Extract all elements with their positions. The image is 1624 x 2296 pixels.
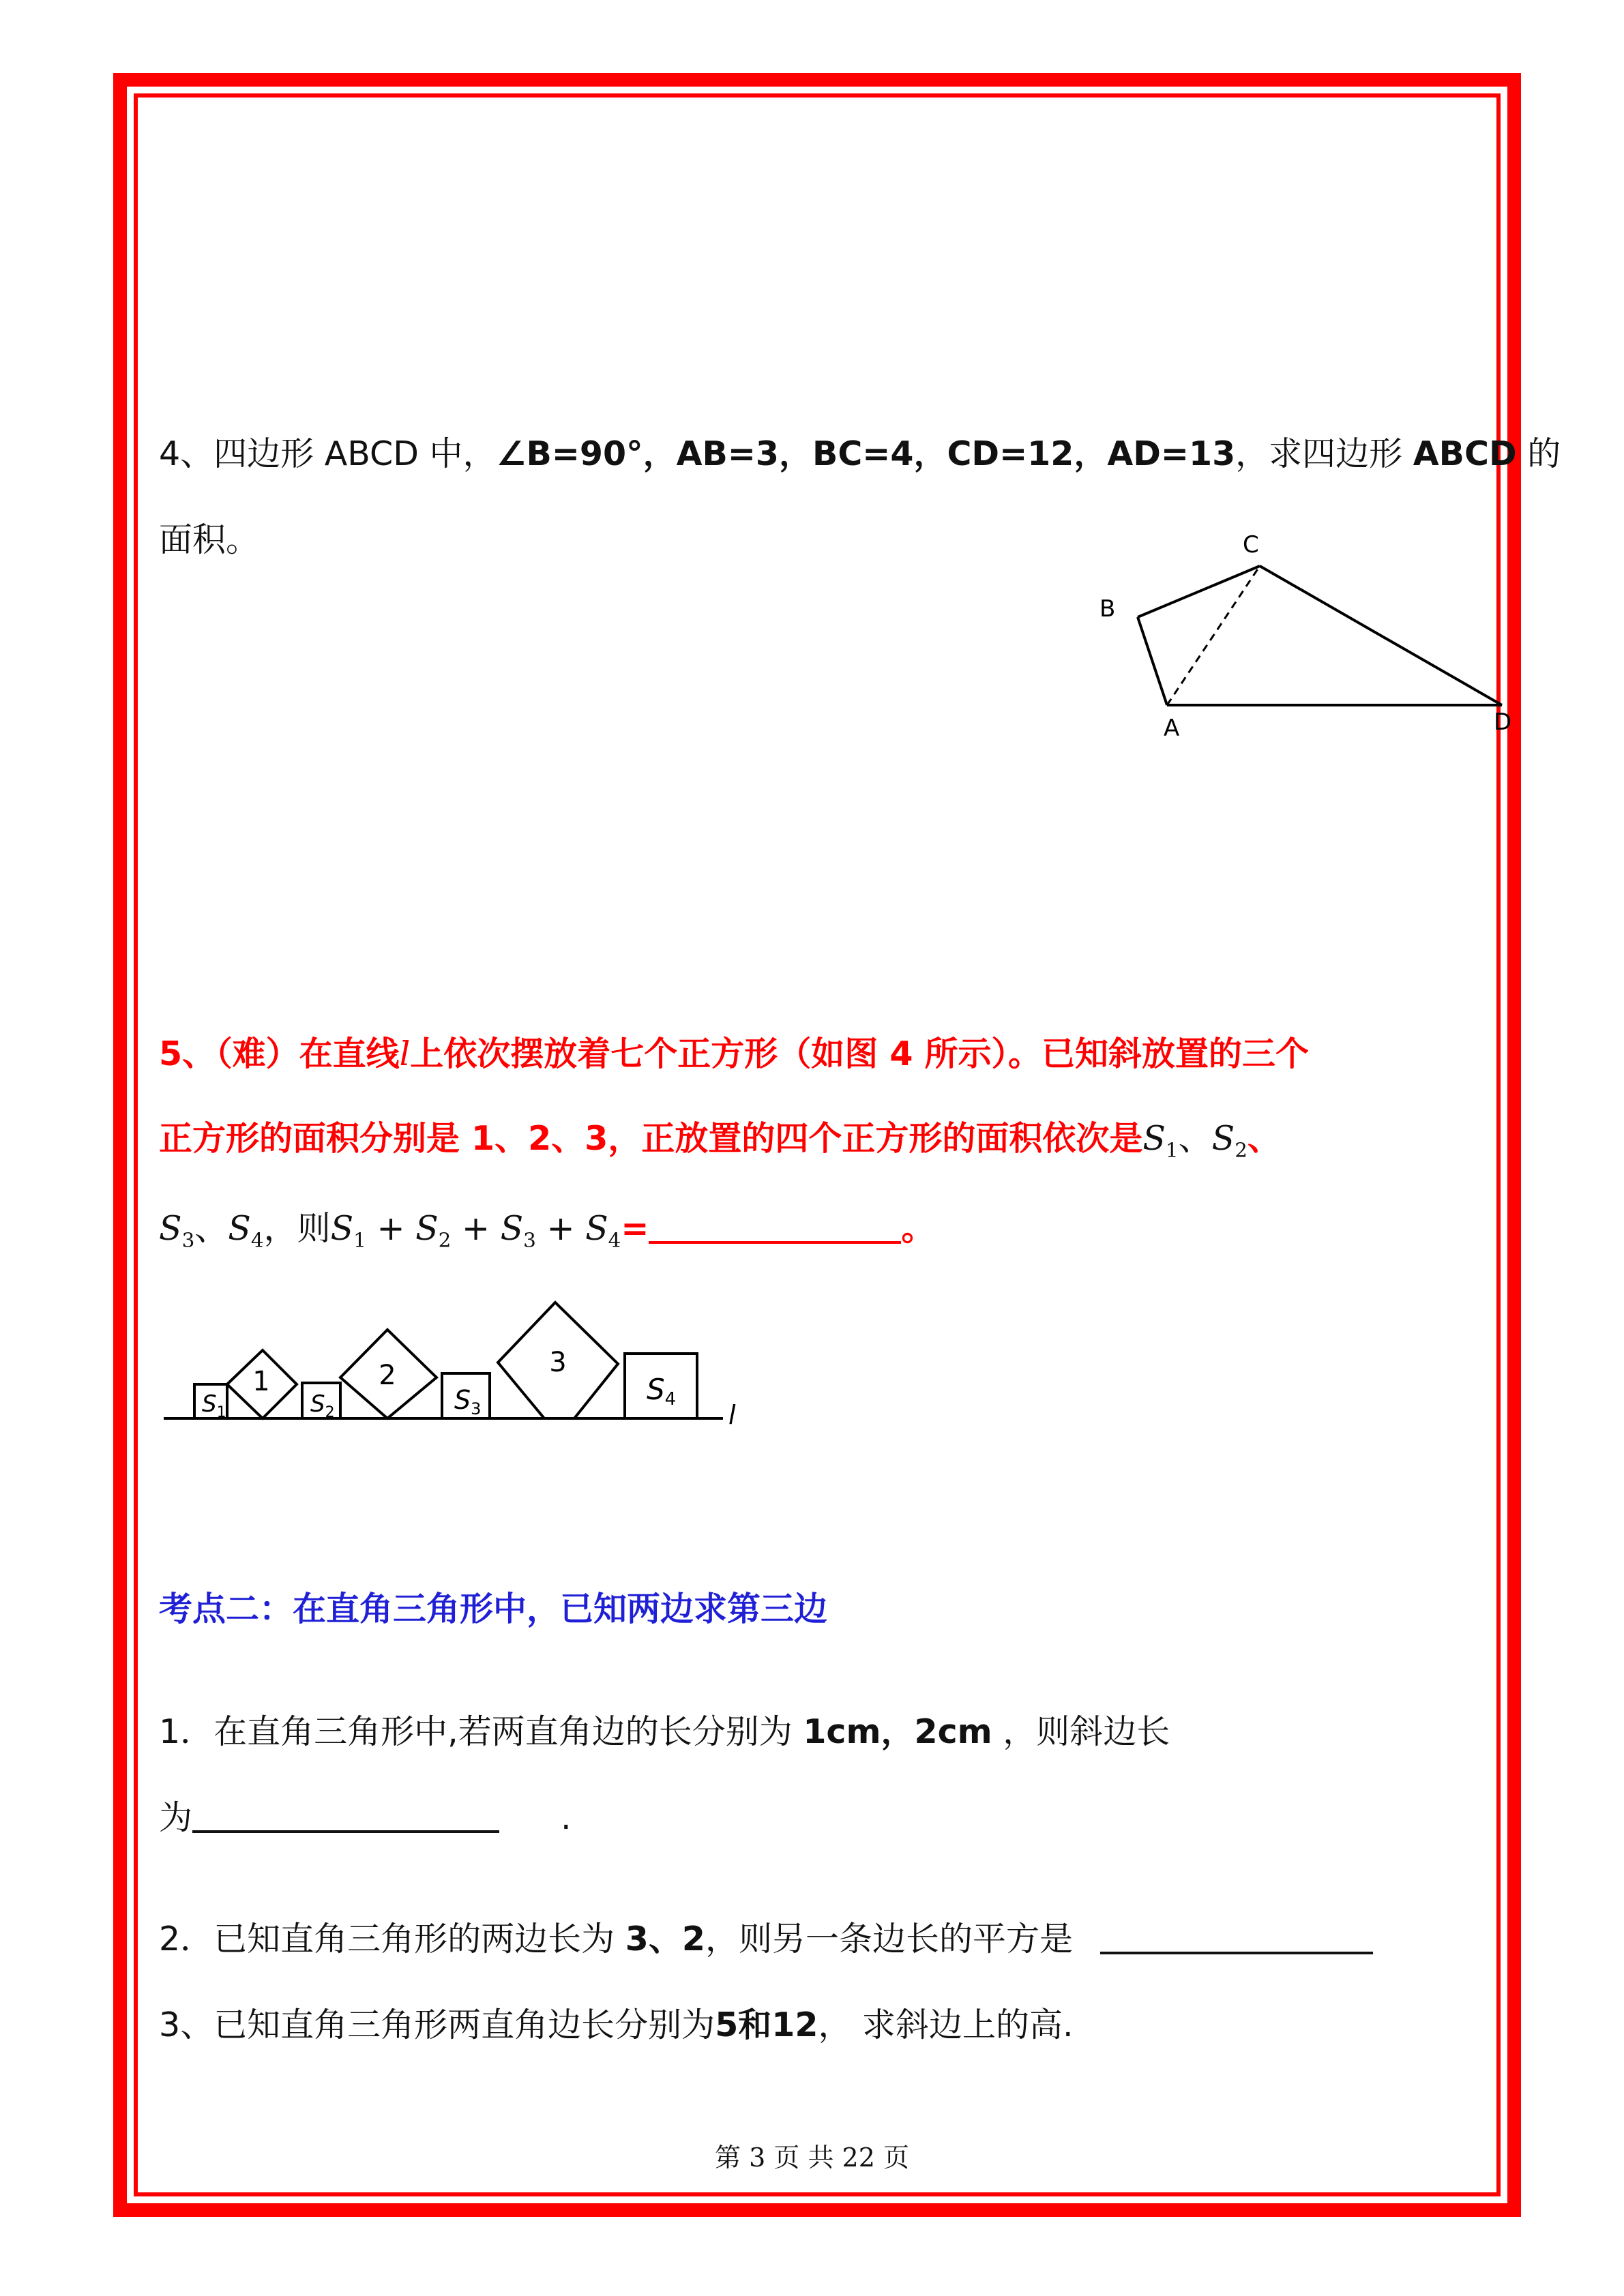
p1-answer-blank bbox=[192, 1800, 499, 1833]
segment-cd bbox=[1260, 566, 1502, 705]
label-d: D bbox=[1494, 709, 1512, 736]
p2-answer-blank bbox=[1100, 1922, 1373, 1954]
segment-ba bbox=[1138, 617, 1167, 705]
label-s1: $S_1$ bbox=[202, 1390, 226, 1421]
label-b: B bbox=[1099, 595, 1116, 623]
label-s4: S4 bbox=[647, 1373, 677, 1410]
p3-line: 3、已知直角三角形两直角边长分别为5和12， 求斜边上的高. bbox=[159, 2006, 1074, 2044]
segment-bc bbox=[1138, 566, 1260, 617]
label-line-l: l bbox=[728, 1400, 736, 1430]
label-sq1: 1 bbox=[252, 1366, 270, 1397]
quadrilateral-abcd-figure bbox=[1084, 525, 1521, 750]
p2-line: 2．已知直角三角形的两边长为 3、2，则另一条边长的平方是 bbox=[159, 1919, 1373, 1960]
q4-line2: 面积。 bbox=[159, 520, 260, 559]
label-a: A bbox=[1164, 715, 1180, 742]
seven-squares-figure bbox=[157, 1282, 771, 1446]
label-sq3: 3 bbox=[549, 1347, 567, 1378]
page-footer: 第 3 页 共 22 页 bbox=[715, 2143, 909, 2173]
q4-line1: 4、四边形 ABCD 中，∠B=90°，AB=3，BC=4，CD=12，AD=13，求四边形 ABCD 的 bbox=[159, 434, 1561, 473]
label-s2: $S_2$ bbox=[310, 1390, 335, 1421]
q5-answer-blank bbox=[649, 1211, 901, 1244]
section2-title: 考点二：在直角三角形中，已知两边求第三边 bbox=[159, 1590, 828, 1628]
p1-line1: 1．在直角三角形中,若两直角边的长分别为 1cm，2cm ，则斜边长 bbox=[159, 1712, 1170, 1751]
label-sq2: 2 bbox=[379, 1360, 396, 1391]
label-s3: $S_3$ bbox=[454, 1385, 482, 1418]
q5-line2: 正方形的面积分别是 1、2、3，正放置的四个正方形的面积依次是$S_1$、$S_2$、 bbox=[159, 1119, 1281, 1162]
label-c: C bbox=[1243, 531, 1259, 558]
p1-line2: 为 . bbox=[159, 1798, 572, 1837]
q5-line1: 5、（难）在直线l上依次摆放着七个正方形（如图 4 所示）。已知斜放置的三个 bbox=[159, 1034, 1309, 1073]
q5-line3: $S_3$、$S_4$，则$S_1 + S_2 + S_3 + S_4=$ 。 bbox=[159, 1209, 935, 1252]
